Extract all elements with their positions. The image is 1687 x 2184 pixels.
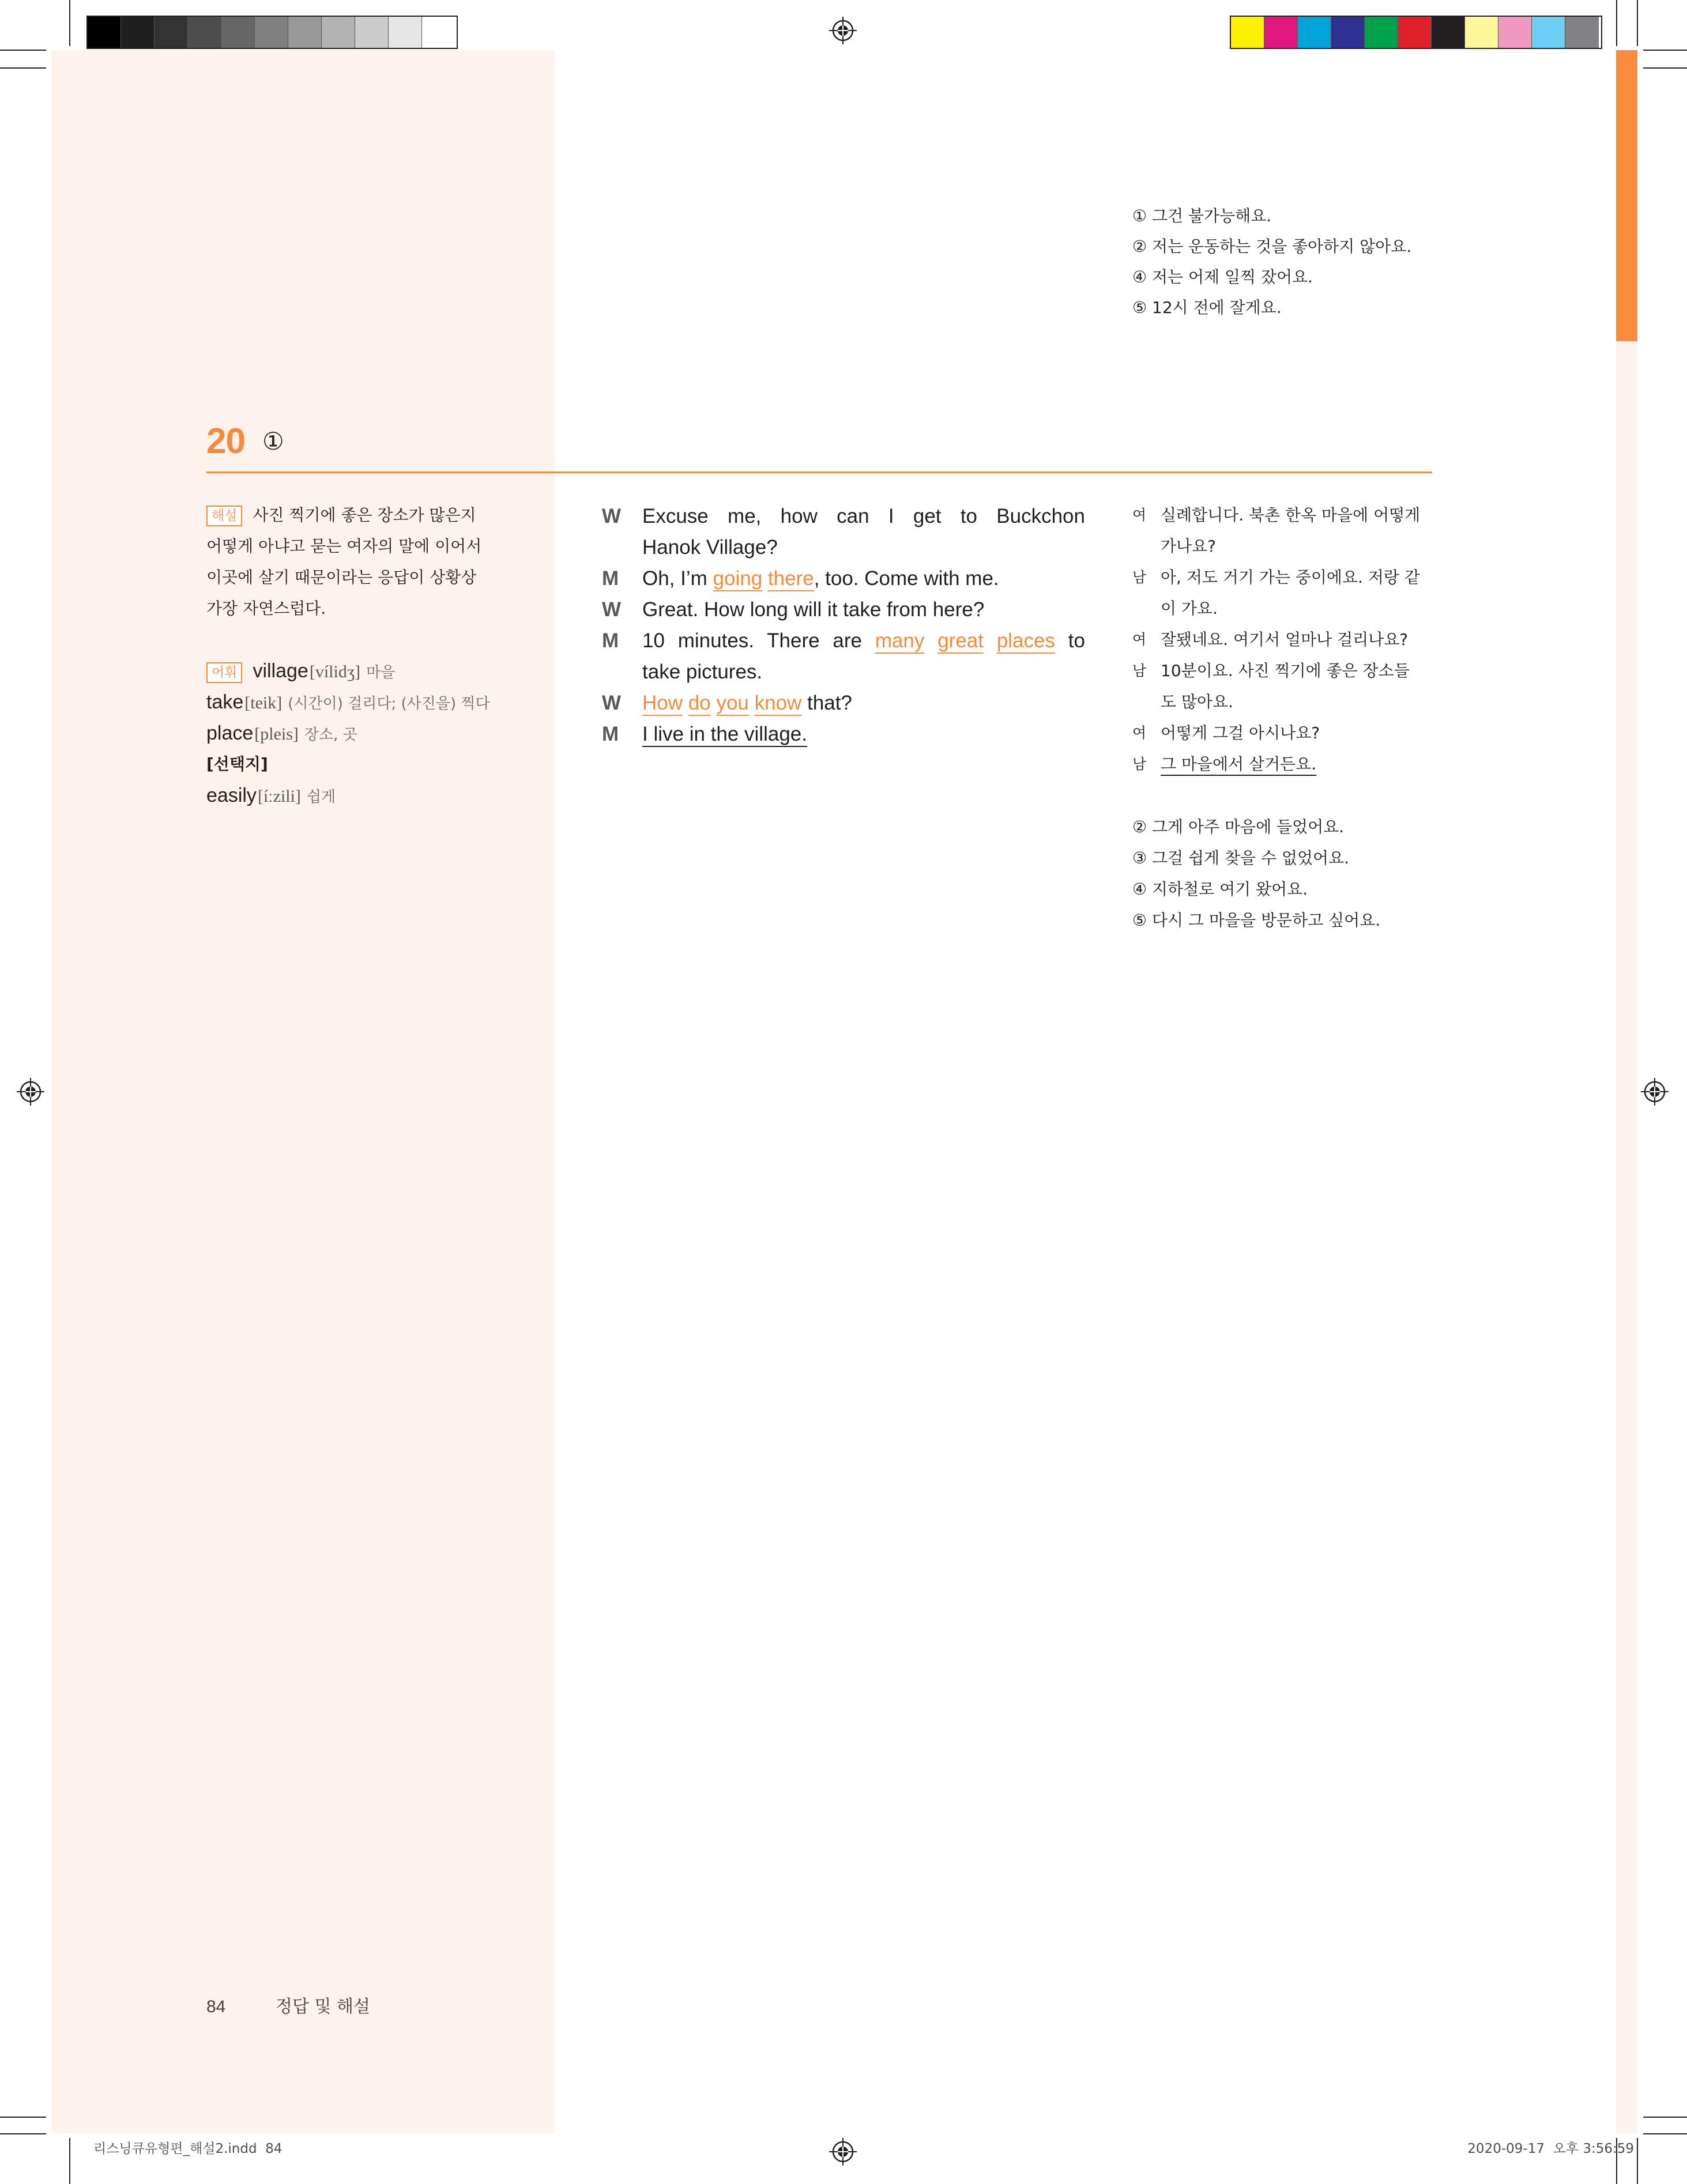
slug-timestamp: 2020-09-17 오후 3:56:59 (1467, 2141, 1634, 2156)
vocab-entry (206, 655, 529, 686)
grayscale-swatch (322, 17, 355, 48)
speaker-label: 여 (1132, 725, 1147, 741)
speaker-label: 남 (1132, 662, 1147, 679)
vocab-word: village (253, 660, 308, 682)
vocab-entry (206, 780, 529, 811)
translation-line (1132, 531, 1478, 562)
script-line (602, 719, 1086, 750)
section-title: 정답 및 해설 (276, 1997, 370, 2017)
speaker-label: 여 (1132, 631, 1147, 648)
crop-mark (69, 2138, 70, 2184)
question-header (206, 421, 284, 462)
script-segment: Great. How long will it take from here? (642, 598, 985, 621)
vocab-word: place (206, 722, 254, 744)
script-text (642, 501, 1085, 532)
dialogue-script (602, 501, 1086, 750)
grayscale-swatch (389, 17, 422, 48)
answer-translation: 그 마을에서 살거든요. (1161, 755, 1317, 774)
vocab-meaning: 쉽게 (306, 789, 336, 806)
translation-line (1132, 718, 1478, 749)
script-segment: Hanok Village? (642, 536, 778, 559)
vocab-pronunciation: [teik] (244, 693, 283, 712)
choice-line: ④ 저는 어제 일찍 잤어요. (1132, 267, 1313, 286)
translation-line (1132, 593, 1478, 624)
choice-line: ④ 지하철로 여기 왔어요. (1132, 880, 1308, 899)
question-number: 20 (206, 421, 245, 461)
speaker-label: 여 (1132, 507, 1147, 523)
key-phrase: you (716, 692, 749, 714)
crop-mark (0, 2117, 46, 2118)
speaker-label: 남 (1132, 756, 1147, 772)
vocab-pronunciation: [vílidʒ] (309, 662, 361, 681)
crop-mark (1643, 67, 1687, 69)
vocab-entry (206, 718, 529, 749)
crop-mark (1616, 0, 1617, 46)
translation-text: 실례합니다. 북촌 한옥 마을에 어떻게 (1161, 506, 1421, 525)
translation-text: 아, 저도 거기 가는 중이에요. 저랑 같 (1161, 568, 1420, 587)
answer-sentence: I live in the village. (642, 723, 807, 745)
script-segment (924, 629, 937, 652)
explanation-text: 이곳에 살기 때문이라는 응답이 상황상 (206, 568, 477, 587)
translation-line (1132, 655, 1478, 686)
choice-translations (1132, 812, 1380, 936)
script-line (602, 501, 1086, 532)
script-segment (762, 567, 768, 590)
explanation-text: 어떻게 아냐고 묻는 여자의 말에 이어서 (206, 537, 482, 556)
translation-line (1132, 624, 1478, 655)
script-line (602, 688, 1086, 719)
script-segment (683, 692, 688, 714)
translation-text: 10분이요. 사진 찍기에 좋은 장소들 (1161, 661, 1410, 680)
speaker-label: 남 (1132, 569, 1147, 586)
vocab-meaning: 장소, 곳 (304, 726, 357, 744)
script-segment: , too. Come with me. (814, 567, 999, 590)
page-number: 84 (206, 1997, 226, 2016)
vocab-meaning: (시간이) 걸리다; (사진을) 찍다 (288, 695, 490, 712)
explanation-badge: 해설 (206, 506, 242, 526)
script-text (642, 594, 1085, 625)
grayscale-swatch (288, 17, 322, 48)
script-segment (984, 629, 997, 652)
speaker-label: M (602, 567, 619, 590)
speaker-label: M (602, 723, 619, 745)
crop-mark (1637, 0, 1638, 46)
crop-mark (0, 2133, 46, 2134)
process-color-swatch (1365, 17, 1398, 48)
choice-line: ① 그건 불가능해요. (1132, 206, 1272, 225)
vocab-pronunciation: [pleis] (254, 725, 299, 744)
choices-label: [선택지] (206, 755, 268, 774)
script-line (602, 563, 1086, 594)
process-color-swatch (1565, 17, 1599, 48)
key-phrase: do (688, 692, 711, 714)
crop-mark (1637, 2138, 1638, 2184)
registration-mark-icon (16, 1077, 45, 1106)
key-phrase: great (937, 629, 984, 652)
script-text (642, 688, 1085, 719)
vocab-word: easily (206, 784, 257, 806)
grayscale-swatch (221, 17, 255, 48)
key-phrase: many (875, 629, 925, 652)
grayscale-swatch (121, 17, 155, 48)
vocab-entry (206, 686, 529, 718)
translation-text: 이 가요. (1161, 599, 1218, 618)
right-margin-strip (1616, 341, 1637, 2133)
crop-mark (0, 67, 46, 69)
choice-line: ③ 그걸 쉽게 찾을 수 없었어요. (1132, 848, 1350, 867)
registration-mark-icon (829, 16, 857, 45)
process-color-swatch (1498, 17, 1532, 48)
process-color-swatch (1231, 17, 1264, 48)
script-segment: Excuse me, how can I get to Buckchon (642, 505, 1085, 527)
crop-mark (69, 0, 70, 46)
grayscale-swatch (88, 17, 121, 48)
speaker-label: W (602, 505, 622, 527)
crop-mark (0, 50, 46, 51)
translation-text: 잘됐네요. 여기서 얼마나 걸리나요? (1161, 630, 1409, 649)
script-text (642, 719, 1085, 750)
script-line (602, 625, 1086, 657)
grayscale-swatch (188, 17, 221, 48)
script-segment (749, 692, 755, 714)
script-text (642, 532, 1085, 563)
grayscale-swatch (255, 17, 288, 48)
script-text (642, 657, 1085, 688)
process-color-swatch (1298, 17, 1331, 48)
explanation-line (206, 562, 529, 593)
key-phrase: going (713, 567, 763, 590)
speaker-label: M (602, 629, 619, 652)
explanation-line (206, 500, 529, 531)
script-line (602, 657, 1086, 688)
header-divider (206, 471, 1432, 473)
answer-mark: ① (262, 427, 284, 455)
translation-text: 가나요? (1161, 537, 1217, 556)
translation-script (1132, 500, 1478, 780)
choice-line: ② 그게 아주 마음에 들었어요. (1132, 817, 1345, 836)
translation-line (1132, 686, 1478, 718)
crop-mark (1643, 50, 1687, 51)
chapter-tab (1616, 50, 1637, 341)
vocab-word: take (206, 691, 244, 713)
spacer (206, 624, 529, 655)
left-margin-panel (51, 50, 555, 2133)
key-phrase: know (754, 692, 802, 714)
explanation-text: 사진 찍기에 좋은 장소가 많은지 (253, 506, 476, 525)
key-phrase: places (996, 629, 1055, 652)
previous-question-choices (1132, 201, 1411, 323)
script-segment: to (1055, 629, 1085, 652)
vocabulary-badge: 어휘 (206, 662, 242, 683)
key-phrase: there (767, 567, 814, 590)
process-color-bar (1230, 16, 1602, 49)
vocab-section-label (206, 749, 529, 780)
script-segment: 10 minutes. There are (642, 629, 875, 652)
choice-line: ⑤ 다시 그 마을을 방문하고 싶어요. (1132, 911, 1381, 930)
translation-line (1132, 500, 1478, 531)
explanation-column (206, 500, 529, 811)
script-line (602, 594, 1086, 625)
translation-line (1132, 749, 1478, 780)
translation-text: 도 많아요. (1161, 692, 1233, 711)
script-segment: Oh, I’m (642, 567, 713, 590)
explanation-text: 가장 자연스럽다. (206, 599, 326, 618)
process-color-swatch (1465, 17, 1498, 48)
process-color-swatch (1264, 17, 1298, 48)
process-color-swatch (1432, 17, 1465, 48)
slug-file-info: 리스닝큐유형편_해설2.indd 84 (93, 2141, 283, 2156)
registration-mark-icon (1640, 1077, 1669, 1106)
explanation-line (206, 593, 529, 624)
grayscale-color-bar (86, 16, 458, 49)
registration-mark-icon (829, 2137, 857, 2166)
vocab-pronunciation: [íːzili] (257, 787, 301, 806)
script-segment (711, 692, 717, 714)
process-color-swatch (1532, 17, 1565, 48)
script-segment: take pictures. (642, 661, 763, 683)
crop-mark (1643, 2133, 1687, 2134)
grayscale-swatch (355, 17, 389, 48)
process-color-swatch (1398, 17, 1432, 48)
translation-line (1132, 562, 1478, 593)
explanation-line (206, 531, 529, 562)
grayscale-swatch (422, 17, 455, 48)
script-line (602, 532, 1086, 563)
choice-line: ⑤ 12시 전에 잘게요. (1132, 298, 1282, 317)
process-color-swatch (1331, 17, 1365, 48)
grayscale-swatch (155, 17, 188, 48)
translation-text: 어떻게 그걸 아시나요? (1161, 723, 1320, 742)
script-segment: that? (801, 692, 852, 714)
crop-mark (1643, 2117, 1687, 2118)
script-text (642, 625, 1085, 657)
choice-line: ② 저는 운동하는 것을 좋아하지 않아요. (1132, 237, 1412, 256)
speaker-label: W (602, 692, 622, 714)
key-phrase: How (642, 692, 683, 714)
script-text (642, 563, 1085, 594)
speaker-label: W (602, 598, 622, 621)
vocab-meaning: 마을 (366, 664, 396, 681)
